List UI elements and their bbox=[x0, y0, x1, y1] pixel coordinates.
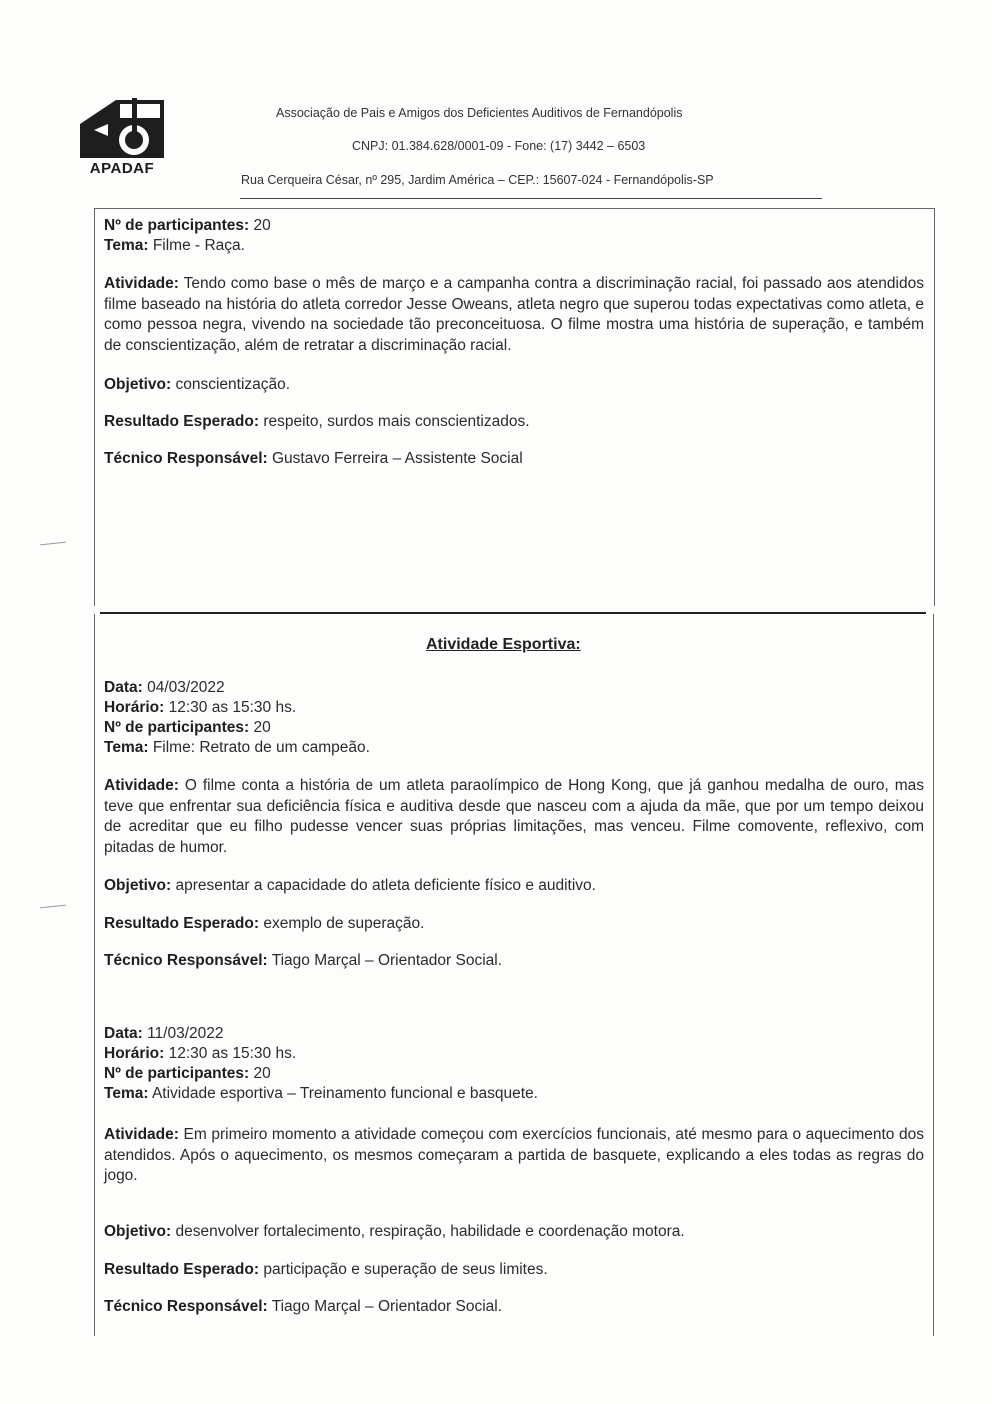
logo-text: APADAF bbox=[89, 160, 155, 177]
entry2-time: Horário: 12:30 as 15:30 hs. bbox=[104, 699, 297, 716]
entry2-participants: Nº de participantes: 20 bbox=[104, 719, 271, 736]
cnpj-phone: CNPJ: 01.384.628/0001-09 - Fone: (17) 3442 – 6503 bbox=[352, 139, 646, 153]
entry3-participants: Nº de participantes: 20 bbox=[104, 1065, 271, 1082]
margin-mark bbox=[40, 905, 66, 909]
entry1-objective: Objetivo: conscientização. bbox=[104, 376, 291, 393]
entry2-objective: Objetivo: apresentar a capacidade do atleta deficiente físico e auditivo. bbox=[104, 877, 596, 894]
entry1-participants: Nº de participantes: 20 bbox=[104, 217, 271, 234]
content-frame-top bbox=[94, 208, 935, 606]
entry3-objective: Objetivo: desenvolver fortalecimento, respiração, habilidade e coordenação motora. bbox=[104, 1223, 685, 1240]
entry3-time: Horário: 12:30 as 15:30 hs. bbox=[104, 1045, 297, 1062]
entry1-technician: Técnico Responsável: Gustavo Ferreira – Assistente Social bbox=[104, 450, 523, 467]
entry2-activity: Atividade: O filme conta a história de um atleta paraolímpico de Hong Kong, que já ganhou medalha de ouro, mas teve que enfrentar sua deficiência física e auditiva desde que nasceu com a ajuda da mãe, que por um tempo deixou de acreditar que eu filho pudesse vencer suas próprias limitações, mas venceu. Filme comovente, reflexivo, com pitadas de humor. bbox=[104, 777, 924, 856]
org-name: Associação de Pais e Amigos dos Deficientes Auditivos de Fernandópolis bbox=[276, 106, 683, 120]
entry1-expected-result: Resultado Esperado: respeito, surdos mais conscientizados. bbox=[104, 413, 530, 430]
entry2-theme: Tema: Filme: Retrato de um campeão. bbox=[104, 739, 370, 756]
entry1-activity: Atividade: Tendo como base o mês de março e a campanha contra a discriminação racial, foi passado aos atendidos filme baseado na história do atleta corredor Jesse Oweans, atleta negro que superou todas expectativas como atleta, e como pessoa negra, vivendo na sociedade tão preconceituosa. O filme mostra uma história de superação, e também de conscientização, além de retratar a discriminação racial. bbox=[104, 275, 924, 354]
margin-mark bbox=[40, 542, 66, 546]
entry3-technician: Técnico Responsável: Tiago Marçal – Orientador Social. bbox=[104, 1298, 503, 1315]
entry3-activity: Atividade: Em primeiro momento a atividade começou com exercícios funcionais, até mesmo para o aquecimento dos atendidos. Após o aquecimento, os mesmos começaram a partida de basquete, explicando a eles todas as regras do jogo. bbox=[104, 1126, 924, 1184]
content-frame-left bbox=[94, 614, 95, 1336]
entry3-date: Data: 11/03/2022 bbox=[104, 1025, 224, 1042]
header-divider bbox=[240, 198, 822, 199]
section-divider bbox=[100, 612, 926, 614]
entry2-expected-result: Resultado Esperado: exemplo de superação. bbox=[104, 915, 425, 932]
entry1-theme: Tema: Filme - Raça. bbox=[104, 237, 245, 254]
content-frame-right bbox=[933, 614, 934, 1336]
entry2-technician: Técnico Responsável: Tiago Marçal – Orientador Social. bbox=[104, 952, 503, 969]
entry3-theme: Tema: Atividade esportiva – Treinamento funcional e basquete. bbox=[104, 1085, 538, 1102]
address: Rua Cerqueira César, nº 295, Jardim América – CEP.: 15607-024 - Fernandópolis-SP bbox=[241, 173, 714, 187]
entry3-expected-result: Resultado Esperado: participação e superação de seus limites. bbox=[104, 1261, 548, 1278]
section-title: Atividade Esportiva: bbox=[426, 636, 581, 653]
entry2-date: Data: 04/03/2022 bbox=[104, 679, 225, 696]
